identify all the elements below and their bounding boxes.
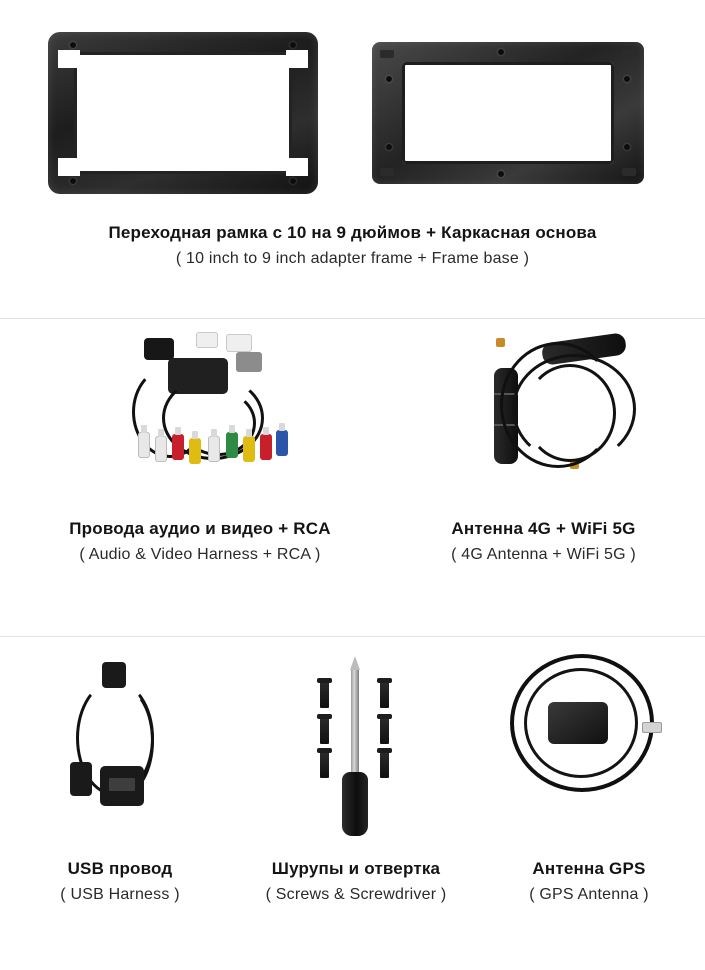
frames-caption-ru: Переходная рамка с 10 на 9 дюймов + Каркасная основа — [108, 223, 597, 242]
gps-antenna-caption — [476, 858, 702, 906]
gps-antenna-column — [476, 640, 702, 904]
4g-wifi-antenna-column — [392, 320, 695, 564]
screws-screwdriver-caption-ru: Шурупы и отвертка — [271, 859, 441, 878]
screws-screwdriver-image — [238, 640, 474, 850]
usb-harness-caption — [4, 858, 236, 906]
audio-video-harness-caption — [10, 518, 390, 566]
4g-wifi-antenna-caption-en: ( 4G Antenna + WiFi 5G ) — [451, 546, 636, 564]
audio-video-harness-image — [10, 320, 390, 510]
gps-antenna-caption-en: ( GPS Antenna ) — [529, 886, 649, 904]
4g-wifi-antenna-caption-ru: Антенна 4G + WiFi 5G — [451, 519, 636, 538]
screws-screwdriver-caption — [238, 858, 474, 906]
screws-screwdriver-column — [238, 640, 474, 904]
frames-caption-en: ( 10 inch to 9 inch adapter frame + Frame base ) — [175, 250, 530, 268]
frames-caption — [0, 222, 705, 270]
frame-base-image — [372, 42, 644, 184]
4g-wifi-antenna-image — [392, 320, 695, 510]
section-accessories — [0, 640, 705, 970]
usb-harness-caption-en: ( USB Harness ) — [60, 886, 180, 904]
screws-screwdriver-caption-en: ( Screws & Screwdriver ) — [265, 886, 447, 904]
adapter-frame-image — [48, 32, 318, 194]
usb-harness-caption-ru: USB провод — [67, 859, 173, 878]
audio-video-harness-caption-en: ( Audio & Video Harness + RCA ) — [79, 546, 321, 564]
audio-video-harness-column — [10, 320, 390, 564]
audio-video-harness-caption-ru: Провода аудио и видео + RCA — [69, 519, 331, 538]
4g-wifi-antenna-caption — [392, 518, 695, 566]
usb-harness-image — [4, 640, 236, 850]
gps-antenna-caption-ru: Антенна GPS — [532, 859, 646, 878]
divider-1 — [0, 318, 705, 319]
section-harness-antenna — [0, 320, 705, 610]
usb-harness-column — [4, 640, 236, 904]
section-frames — [0, 0, 705, 300]
divider-2 — [0, 636, 705, 637]
frames-images — [0, 18, 705, 198]
gps-antenna-image — [476, 640, 702, 850]
